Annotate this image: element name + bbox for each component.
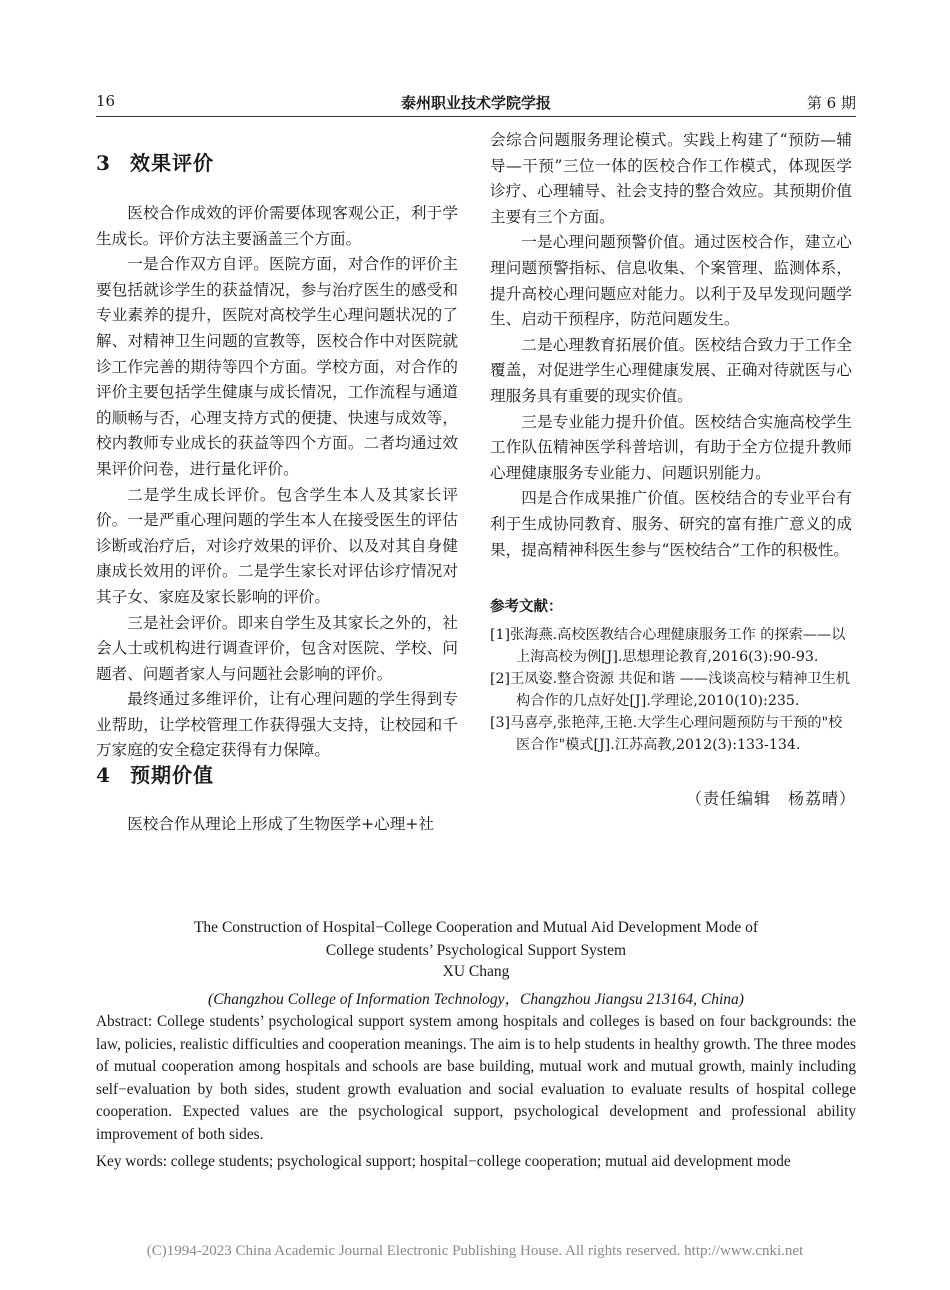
section-3-title: 效果评价 <box>130 151 214 175</box>
paragraph: 一是合作双方自评。医院方面，对合作的评价主要包括就诊学生的获益情况，参与治疗医生的感受和专业素养的提升，医院对高校学生心理问题状况的了解、对精神卫生问题的宣教等，医校合作中对医院就诊工作完善的期待等四个方面。学校方面，对合作的评价主要包括学生健康与成长情况，工作流程与通道的顺畅与否，心理支持方式的便捷、快速与成效等，校内教师专业成长的获益等四个方面。二者均通过效果评价问卷，进行量化评价。 <box>96 255 458 478</box>
copyright-footer: (C)1994-2023 China Academic Journal Electronic Publishing House. All rights reserved. http://www.cnki.net <box>146 1243 804 1259</box>
paragraph: 三是专业能力提升价值。医校结合实施高校学生工作队伍精神医学科普培训，有助于全方位提升教师心理健康服务专业能力、问题识别能力。 <box>490 412 852 482</box>
abstract-label: Abstract: <box>96 1013 153 1030</box>
section-3-number: 3 <box>96 151 111 175</box>
english-affiliation: (Changzhou College of Information Technology，Changzhou Jiangsu 213164, China) <box>208 991 744 1008</box>
paragraph: 一是心理问题预警价值。通过医校合作，建立心理问题预警指标、信息收集、个案管理、监测体系，提升高校心理问题应对能力。以利于及早发现问题学生、启动干预程序，防范问题发生。 <box>490 233 852 329</box>
paragraph: 二是学生成长评价。包含学生本人及其家长评价。一是严重心理问题的学生本人在接受医生的评估诊断或治疗后，对诊疗效果的评价、以及对其自身健康成长效用的评价。二是学生家长对评估诊疗情况对其子女、家庭及家长影响的评价。 <box>96 485 458 606</box>
page-header <box>96 92 856 114</box>
english-title-line-1: The Construction of Hospital−College Cooperation and Mutual Aid Development Mode of <box>193 919 759 936</box>
section-3-heading <box>96 150 458 176</box>
reference-item: [3]马喜亭,张艳萍,王艳.大学生心理问题预防与干预的"校医合作"模式[J].江苏高教,2012(3):133-134. <box>490 714 843 753</box>
english-title <box>96 916 856 962</box>
reference-item: [1]张海燕.高校医教结合心理健康服务工作 的探索——以上海高校为例[J].思想理论教育,2016(3):90-93. <box>490 626 846 665</box>
abstract-text: College students’ psychological support system among hospitals and colleges is based on four backgrounds: the law, policies, realistic difficulties and cooperation meanings. The aim is to help students in healthy growth. The three modes of mutual cooperation among hospitals and schools are base building, mutual work and mutual growth, mainly including self−evaluation by both sides, student growth evaluation and social evaluation to evaluate results of hospital college cooperation. Expected values are the psychological support, psychological development and professional ability improvement of both sides. <box>96 1013 856 1143</box>
section-4-heading <box>96 762 458 788</box>
page-number: 16 <box>96 92 116 110</box>
references <box>490 594 856 756</box>
reference-item: [2]王凤姿.整合资源 共促和谐 ——浅谈高校与精神卫生机构合作的几点好处[J].学理论,2010(10):235. <box>490 670 850 709</box>
paragraph: 最终通过多维评价，让有心理问题的学生得到专业帮助，让学校管理工作获得强大支持，让校园和千万家庭的安全稳定获得有力保障。 <box>96 690 458 760</box>
section-4 <box>96 762 458 838</box>
paragraph: 四是合作成果推广价值。医校结合的专业平台有利于生成协同教育、服务、研究的富有推广意义的成果，提高精神科医生参与“医校结合”工作的积极性。 <box>490 489 852 559</box>
keywords-text: college students; psychological support; hospital−college cooperation; mutual aid development mode <box>170 1153 791 1170</box>
paragraph: 三是社会评价。即来自学生及其家长之外的，社会人士或机构进行调查评价，包含对医院、学校、问题者、问题者家人与问题社会影响的评价。 <box>96 613 458 683</box>
keywords-label: Key words: <box>96 1153 167 1170</box>
references-title: 参考文献： <box>490 598 563 615</box>
section-4-number: 4 <box>96 763 111 787</box>
paragraph: 会综合问题服务理论模式。实践上构建了“预防—辅导—干预”三位一体的医校合作工作模式，体现医学诊疗、心理辅导、社会支持的整合效应。其预期价值主要有三个方面。 <box>490 131 852 226</box>
paragraph: 二是心理教育拓展价值。医校结合致力于工作全覆盖，对促进学生心理健康发展、正确对待就医与心理服务具有重要的现实价值。 <box>490 335 852 405</box>
paragraph: 医校合作从理论上形成了生物医学+心理+社 <box>127 815 435 833</box>
english-title-line-2: College students’ Psychological Support System <box>325 942 627 959</box>
english-author: XU Chang <box>442 963 510 980</box>
english-abstract <box>96 1011 856 1146</box>
issue-number: 第 6 期 <box>806 94 856 112</box>
journal-title: 泰州职业技术学院学报 <box>400 94 551 112</box>
left-column <box>96 150 458 764</box>
section-4-title: 预期价值 <box>130 763 214 787</box>
editor-note: （责任编辑 杨荔晴） <box>685 789 856 808</box>
english-keywords <box>96 1151 856 1173</box>
paragraph: 医校合作成效的评价需要体现客观公正，利于学生成长。评价方法主要涵盖三个方面。 <box>96 204 458 248</box>
header-rule <box>96 116 856 117</box>
right-column <box>490 128 852 563</box>
